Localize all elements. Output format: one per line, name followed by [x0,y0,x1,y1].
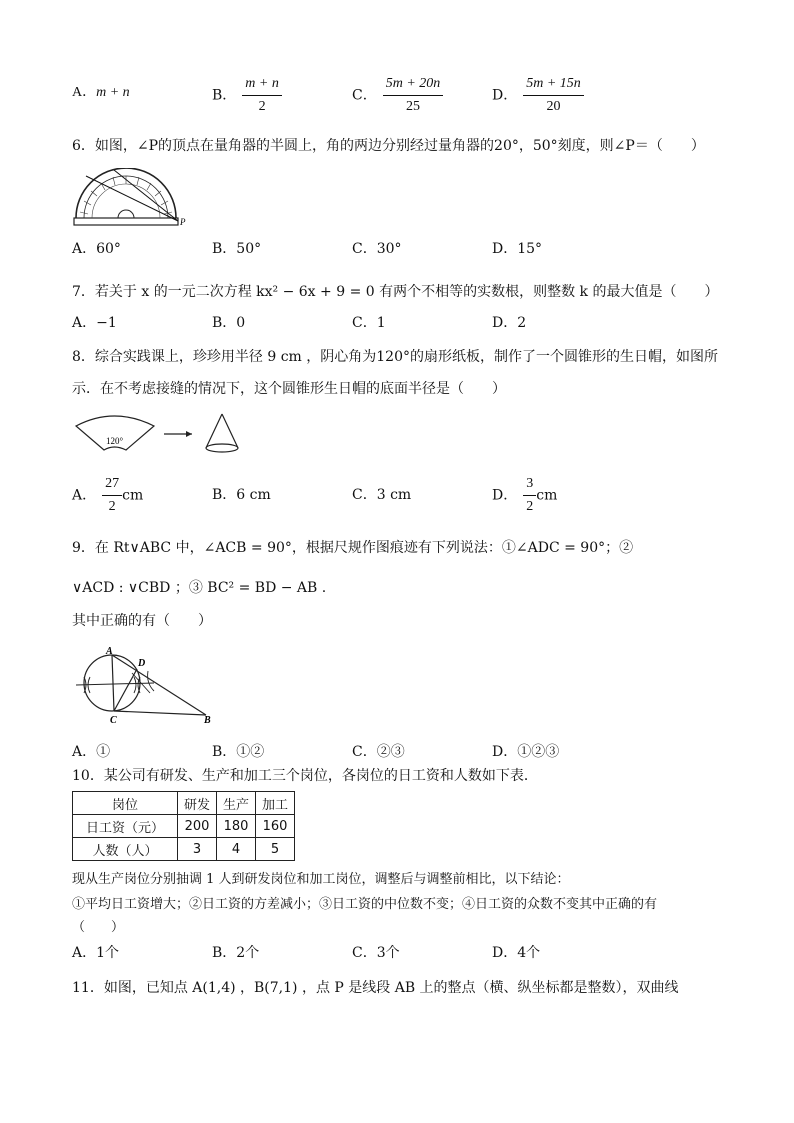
q6-option-a: A．60° [72,241,121,257]
table-cell: 加工 [256,792,295,815]
q8-stem-line-1: 8．综合实践课上，珍珍用半径 9 cm ，阴心角为120°的扇形纸板，制作了一个圆锥形的生日帽，如图所 [72,349,719,365]
q5-option-b: B． $\frac{m + n}{2}$ [212,74,282,117]
q7-option-a: A．−1 [72,315,117,331]
q7-option-c: C．1 [352,315,386,331]
svg-text:A: A [106,646,113,657]
q10-option-c: C．3个 [352,945,400,961]
table-cell: 5 [256,838,295,861]
q8-option-d: D． $\frac{3}{2}$ cm [492,476,558,514]
q9-option-b: B．①② [212,744,265,760]
q8-option-c: C．3 cm [352,487,412,503]
q9-option-c: C．②③ [352,744,405,760]
q10-stem-line-4: （ ） [72,920,125,935]
q6-option-c: C．30° [352,241,402,257]
table-row [73,792,295,815]
table-cell: 研发 [178,792,217,815]
table-cell: 4 [217,838,256,861]
q8-stem-line-2: 示．在不考虑接缝的情况下，这个圆锥形生日帽的底面半径是（ ） [72,381,506,397]
q6-option-b: B．50° [212,241,262,257]
q9-stem-line-3: 其中正确的有（ ） [72,613,212,629]
table-row [73,815,295,838]
q7-option-b: B．0 [212,315,246,331]
svg-text:C: C [110,715,117,725]
q7-option-d: D．2 [492,315,527,331]
svg-text:D: D [138,658,146,669]
q9-option-a: A．① [72,744,111,760]
q8-option-a: A． $\frac{27}{2}$ cm [72,476,144,514]
table-cell: 3 [178,838,217,861]
table-row [73,838,295,861]
table-cell: 200 [178,815,217,838]
table-cell: 生产 [217,792,256,815]
q10-option-a: A．1个 [72,945,120,961]
q7-stem: 7．若关于 x 的一元二次方程 kx² − 6x + 9 = 0 有两个不相等的实数根，则整数 k 的最大值是（ ） [72,284,719,300]
q5-option-a: A．m + n [72,85,130,100]
q10-stem-line-2: 现从生产岗位分别抽调 1 人到研发岗位和加工岗位，调整后与调整前相比，以下结论： [72,872,570,887]
q9-option-d: D．①②③ [492,744,560,760]
q10-stem-line-3: ①平均日工资增大；②日工资的方差减小；③日工资的中位数不变；④日工资的众数不变其中正确的有 [72,897,658,912]
q9-stem-line-2: ∨ACD : ∨CBD ；③ BC² = BD − AB . [72,580,327,596]
q8-option-b: B．6 cm [212,487,271,503]
q6-protractor-figure [72,168,192,230]
q6-option-d: D．15° [492,241,543,257]
q10-salary-table [72,791,295,861]
table-cell: 180 [217,815,256,838]
q11-stem: 11．如图，已知点 A(1,4) ，B(7,1) ，点 P 是线段 AB 上的整点（横、纵坐标都是整数），双曲线 [72,980,679,996]
q8-sector-cone-figure [74,410,264,460]
q10-option-b: B．2个 [212,945,260,961]
svg-text:P: P [180,217,186,227]
q9-stem-line-1: 9．在 Rt∨ABC 中，∠ACB = 90°，根据尺规作图痕迹有下列说法：①∠ADC = 90°；② [72,540,634,556]
svg-text:120°: 120° [106,436,124,446]
q9-construction-figure [74,645,219,725]
q6-stem: 6．如图，∠P的顶点在量角器的半圆上，角的两边分别经过量角器的20°，50°刻度，则∠P＝（ ） [72,138,705,154]
q5-option-c: C． $\frac{5m + 20n}{25}$ [352,74,443,117]
q10-option-d: D．4个 [492,945,541,961]
q5-option-d: D． $\frac{5m + 15n}{20}$ [492,74,584,117]
table-cell: 人数（人） [73,838,178,861]
table-cell: 160 [256,815,295,838]
table-cell: 日工资（元） [73,815,178,838]
svg-text:B: B [204,715,211,725]
q10-stem: 10．某公司有研发、生产和加工三个岗位，各岗位的日工资和人数如下表． [72,768,538,784]
table-cell: 岗位 [73,792,178,815]
